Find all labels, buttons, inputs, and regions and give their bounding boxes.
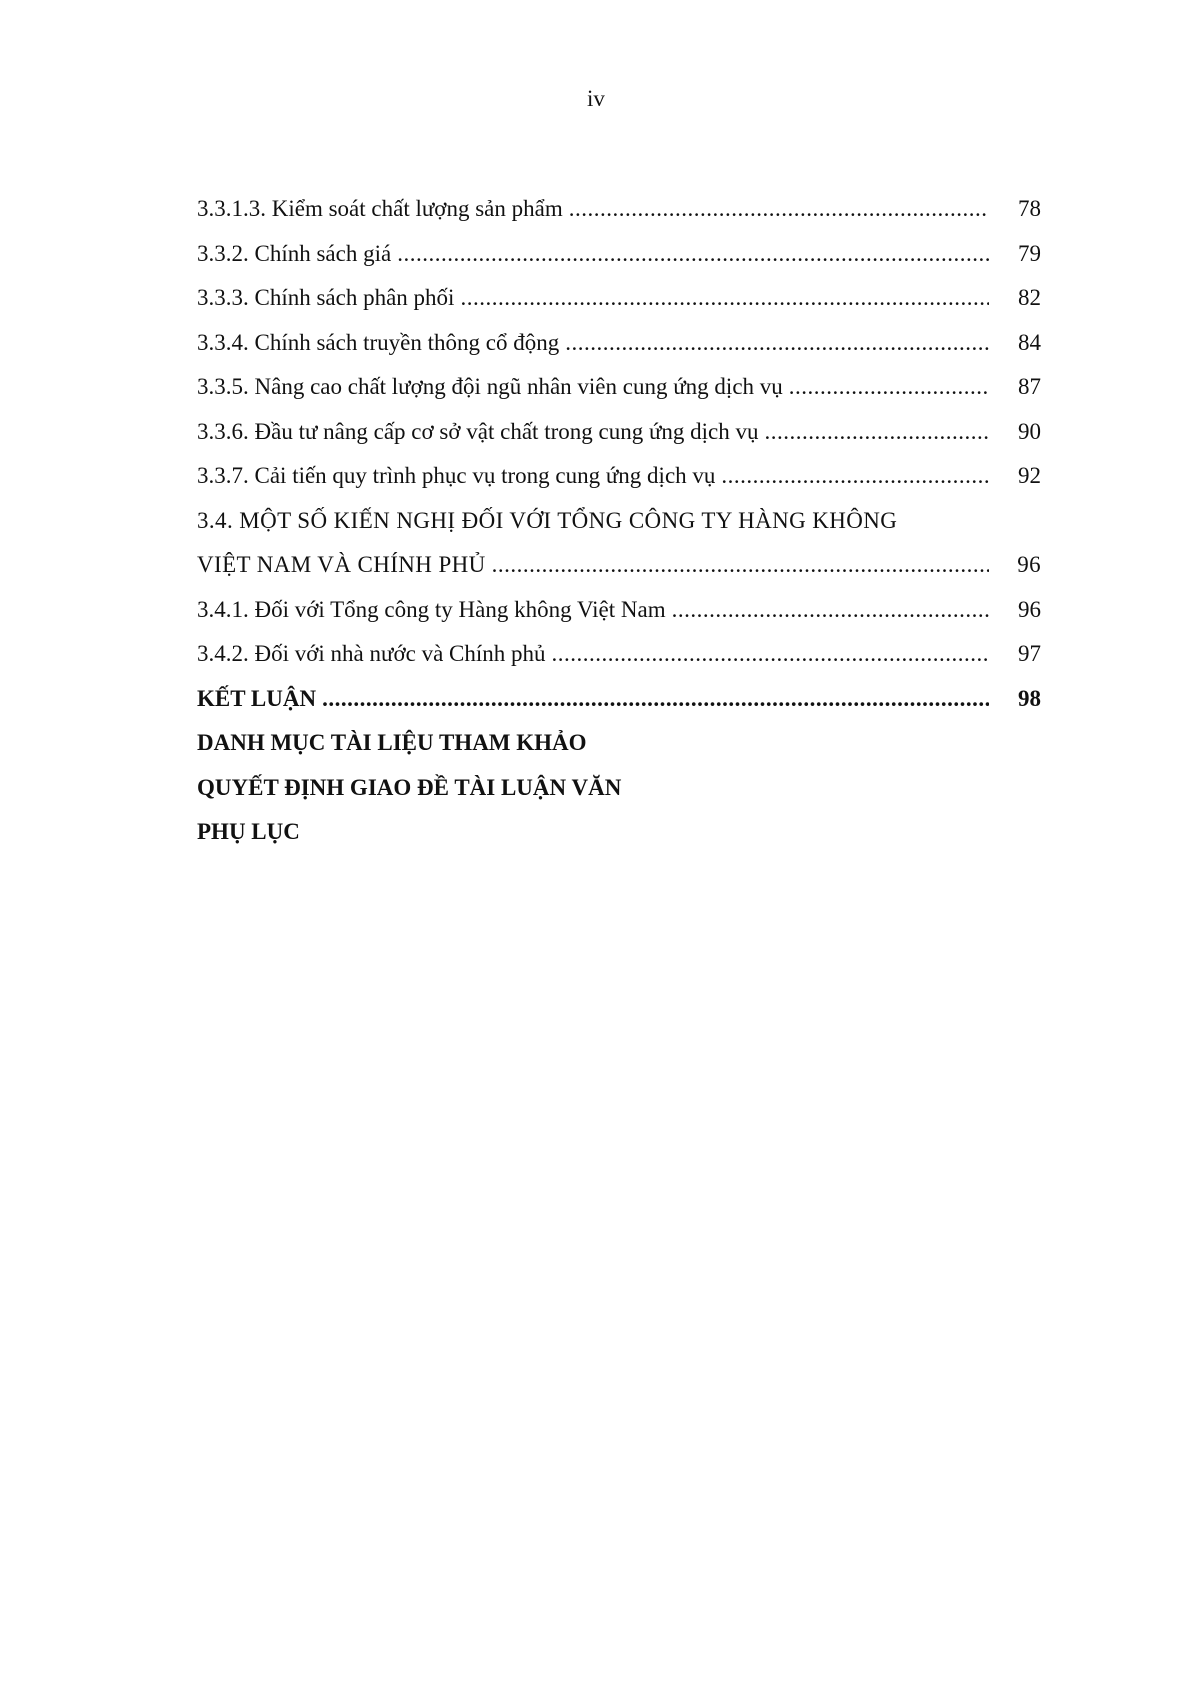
toc-entry-title: 3.4.1. Đối với Tổng công ty Hàng không Việt Nam (197, 596, 666, 622)
toc-entry-title: 3.3.3. Chính sách phân phối (197, 285, 455, 310)
toc-entry[interactable] (197, 283, 1041, 328)
dot-leader (789, 372, 989, 402)
toc-entry-page: 97 (1018, 641, 1041, 666)
toc-entry[interactable] (197, 417, 1041, 462)
dot-leader (322, 684, 989, 714)
toc-entry[interactable] (197, 372, 1041, 417)
dot-leader (721, 461, 989, 491)
toc-entry[interactable] (197, 684, 1041, 729)
toc-entry-title: 3.3.7. Cải tiến quy trình phục vụ trong cung ứng dịch vụ (197, 463, 716, 488)
toc-entry[interactable] (197, 773, 1041, 818)
dot-leader (672, 595, 989, 625)
dot-leader (569, 194, 989, 224)
toc-entry-title: 3.4. MỘT SỐ KIẾN NGHỊ ĐỐI VỚI TỔNG CÔNG TY HÀNG KHÔNG (197, 507, 898, 533)
toc-entry-title: 3.3.1.3. Kiểm soát chất lượng sản phẩm (197, 196, 563, 221)
toc-entry-page: 90 (1018, 418, 1041, 444)
page-number: iv (587, 86, 605, 111)
toc-entry-page: 96 (1017, 552, 1041, 577)
table-of-contents (197, 194, 1041, 862)
toc-entry-page: 96 (1018, 596, 1041, 622)
toc-entry[interactable] (197, 639, 1041, 684)
dot-leader (460, 283, 989, 313)
toc-entry-title: VIỆT NAM VÀ CHÍNH PHỦ (197, 552, 486, 577)
toc-entry[interactable] (197, 728, 1041, 773)
dot-leader (397, 239, 989, 269)
dot-leader (492, 550, 989, 580)
toc-entry-title: 3.3.4. Chính sách truyền thông cổ động (197, 329, 560, 355)
dot-leader (765, 417, 989, 447)
toc-entry[interactable] (197, 239, 1041, 284)
toc-entry-title: DANH MỤC TÀI LIỆU THAM KHẢO (197, 730, 587, 755)
toc-entry[interactable] (197, 461, 1041, 506)
toc-entry-title: 3.3.6. Đầu tư nâng cấp cơ sở vật chất trong cung ứng dịch vụ (197, 418, 759, 444)
toc-entry[interactable] (197, 194, 1041, 239)
toc-entry-title: 3.4.2. Đối với nhà nước và Chính phủ (197, 641, 546, 666)
toc-entry-title: 3.3.5. Nâng cao chất lượng đội ngũ nhân viên cung ứng dịch vụ (197, 374, 783, 399)
toc-entry-title: 3.3.2. Chính sách giá (197, 240, 392, 266)
toc-entry-page: 87 (1018, 374, 1041, 399)
toc-entry-page: 82 (1018, 285, 1041, 310)
toc-entry-page: 79 (1018, 240, 1041, 266)
toc-entry-page: 84 (1018, 329, 1041, 355)
toc-entry-title: QUYẾT ĐỊNH GIAO ĐỀ TÀI LUẬN VĂN (197, 774, 622, 800)
dot-leader (565, 328, 989, 358)
toc-entry[interactable] (197, 550, 1041, 595)
toc-entry[interactable] (197, 328, 1041, 373)
toc-entry-page: 78 (1018, 196, 1041, 221)
toc-entry-page: 98 (1018, 685, 1041, 711)
toc-entry[interactable] (197, 817, 1041, 862)
toc-entry-title: KẾT LUẬN (197, 685, 317, 711)
toc-entry-title: PHỤ LỤC (197, 819, 300, 844)
toc-entry-page: 92 (1018, 463, 1041, 488)
toc-entry[interactable] (197, 595, 1041, 640)
dot-leader (552, 639, 989, 669)
toc-entry[interactable] (197, 506, 1041, 551)
